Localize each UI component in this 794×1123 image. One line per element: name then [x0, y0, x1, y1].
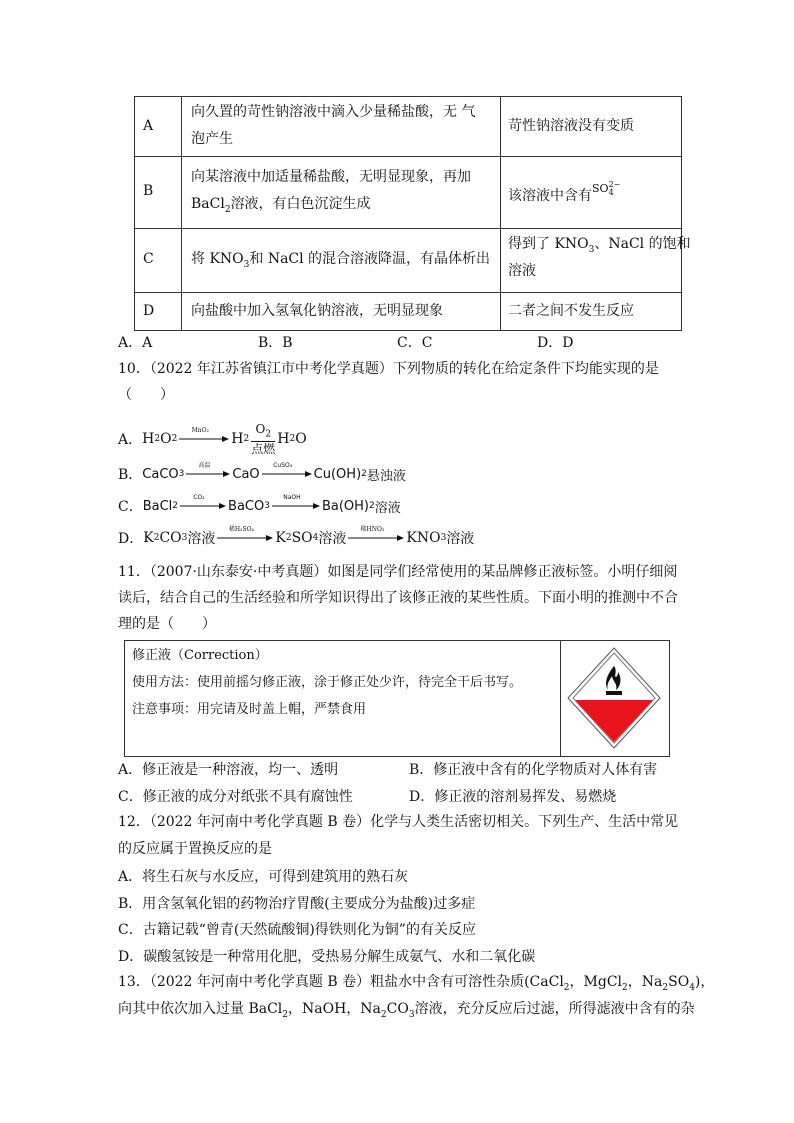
- q12-stem-line2: 的反应属于置换反应的是: [118, 841, 272, 857]
- q11-stem-line3: 理的是（ ）: [118, 616, 216, 632]
- row-c-conclusion-line1: 得到了 $KNO_3$、NaCl 的饱和: [508, 236, 691, 255]
- flammable-hazard-icon: [566, 646, 662, 750]
- row-c-label: C: [143, 251, 154, 267]
- row-b-conclusion: 该溶液中含有$^{SO 2- 4}$: [508, 180, 621, 204]
- q12-option-b[interactable]: B．用含氢氧化铝的药物治疗胃酸(主要成分为盐酸)过多症: [118, 896, 476, 912]
- row-c-operation: 将 $KNO_3$和 NaCl 的混合溶液降温，有晶体析出: [191, 251, 491, 270]
- q11-option-b[interactable]: B．修正液中含有的化学物质对人体有害: [409, 762, 658, 778]
- q12-option-a[interactable]: A．将生石灰与水反应，可得到建筑用的熟石灰: [118, 869, 409, 885]
- row-b-operation-line2: BaCl$_2$溶液，有白色沉淀生成: [191, 196, 371, 215]
- reaction-arrow: MnO₂: [179, 435, 229, 443]
- row-b-operation-line1: 向某溶液中加适量稀盐酸，无明显现象，再加: [191, 169, 471, 185]
- q13-stem-line1: 13．（2022 年河南中考化学真题 B 卷）粗盐水中含有可溶性杂质(CaCl$_2$，MgCl$_2$，$Na_2SO_4$)，: [118, 974, 715, 993]
- label-note: 注意事项：用完请及时盖上帽，严禁食用: [132, 702, 367, 717]
- q12-option-d[interactable]: D．碳酸氢铵是一种常用化肥，受热易分解生成氨气、水和二氧化碳: [118, 949, 536, 965]
- q10-option-a[interactable]: A． H 2 O 2 MnO₂ H 2 $\frac{O_2}{\text{点燃}}$ H 2 O: [118, 422, 307, 457]
- q9-choice-d[interactable]: D．D: [537, 335, 574, 351]
- row-d-operation: 向盐酸中加入氢氧化钠溶液，无明显现象: [191, 303, 443, 319]
- reaction-arrow: CuSO₄: [262, 470, 312, 478]
- q11-option-a[interactable]: A．修正液是一种溶液，均一、透明: [118, 762, 339, 778]
- row-d-label: D: [143, 303, 155, 319]
- reaction-arrow: 稀H₂SO₄: [217, 534, 273, 542]
- q9-choice-c[interactable]: C．C: [397, 335, 433, 351]
- row-d-conclusion: 二者之间不发生反应: [508, 303, 634, 319]
- q13-stem-line2: 向其中依次加入过量 BaCl$_2$，NaOH，$Na_2CO_3$溶液，充分反应后过滤，所得滤液中含有的杂: [118, 1001, 695, 1020]
- reaction-arrow: 高温: [186, 470, 230, 478]
- correction-label-frame: [0, 636, 794, 760]
- q11-option-d[interactable]: D．修正液的溶剂易挥发、易燃烧: [409, 789, 617, 805]
- q11-stem-line2: 读后，结合自己的生活经验和所学知识得出了该修正液的某些性质。下面小明的推测中不合: [118, 590, 678, 606]
- q12-option-c[interactable]: C．古籍记载“曾青(天然硫酸铜)得铁则化为铜”的有关反应: [118, 922, 476, 938]
- q9-choice-b[interactable]: B．B: [258, 335, 293, 351]
- combustion-condition: $\frac{O_2}{\text{点燃}}$: [251, 422, 276, 457]
- row-a-operation-line2: 泡产生: [191, 131, 233, 147]
- row-c-conclusion-line2: 溶液: [508, 263, 536, 279]
- reaction-arrow: 稀HNO₃: [348, 534, 404, 542]
- row-a-label: A: [143, 118, 154, 134]
- q10-blank: （ ）: [118, 387, 174, 403]
- row-a-operation-line1: 向久置的苛性钠溶液中滴入少量稀盐酸，无 气: [191, 104, 476, 120]
- q10-option-b[interactable]: B． CaCO 3 高温 CaO CuSO₄ Cu(OH) 2 悬浊液: [118, 462, 406, 484]
- q11-stem-line1: 11．（2007·山东泰安·中考真题）如图是同学们经常使用的某品牌修正液标签。小明仔细阅: [118, 564, 678, 580]
- sulfate-ion: SO 2− 4: [592, 180, 621, 197]
- reaction-arrow: NaOH: [272, 502, 320, 510]
- label-usage: 使用方法：使用前摇匀修正液，涂于修正处少许，待完全干后书写。: [132, 675, 523, 690]
- label-title: 修正液（Correction）: [132, 648, 268, 663]
- q11-option-c[interactable]: C．修正液的成分对纸张不具有腐蚀性: [118, 789, 353, 805]
- q12-stem-line1: 12．（2022 年河南中考化学真题 B 卷）化学与人类生活密切相关。下列生产、生活中常见: [118, 814, 679, 830]
- row-a-conclusion: 苛性钠溶液没有变质: [508, 118, 634, 134]
- q10-option-d[interactable]: D． K 2 CO 3 溶液 稀H₂SO₄ K 2 SO 4 溶液 稀HNO₃ KNO 3 溶液: [118, 526, 475, 547]
- reaction-arrow: CO₂: [180, 502, 226, 510]
- q9-choice-a[interactable]: A．A: [118, 335, 153, 351]
- row-b-label: B: [143, 183, 154, 199]
- q10-option-c[interactable]: C． BaCl 2 CO₂ BaCO 3 NaOH Ba(OH) 2 溶液: [118, 494, 401, 516]
- q10-stem: 10．（2022 年江苏省镇江市中考化学真题）下列物质的转化在给定条件下均能实现的是: [118, 361, 659, 377]
